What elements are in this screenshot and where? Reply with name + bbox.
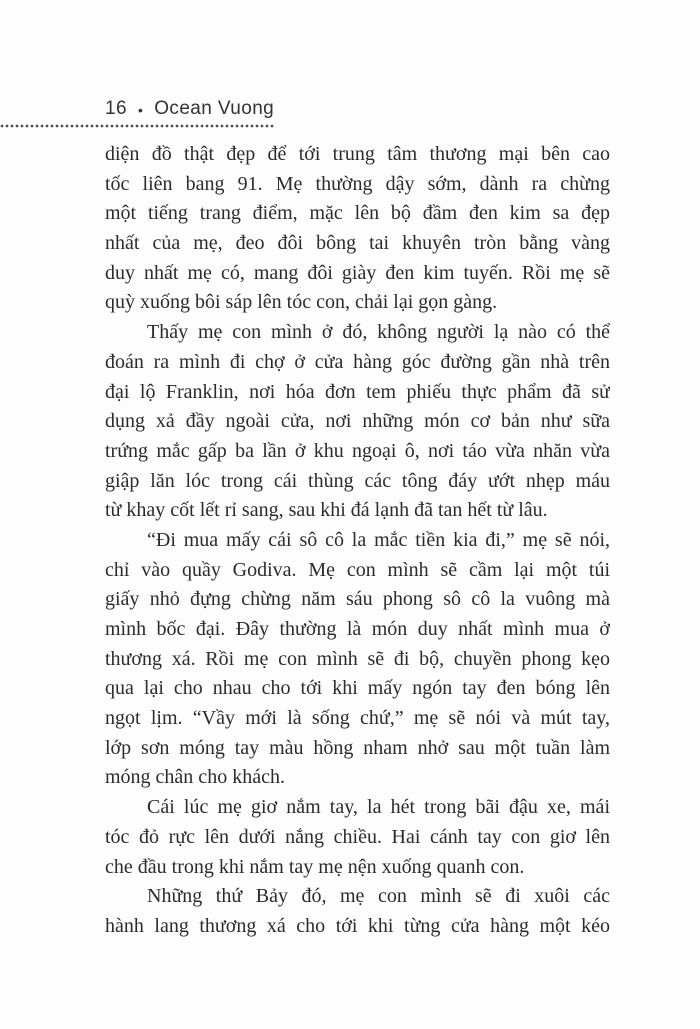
text-line: “Đi mua mấy cái sô cô la mắc tiền kia đi,” mẹ sẽ nói, [147, 528, 610, 551]
text-line: đoán ra mình đi chợ ở cửa hàng góc đường gần nhà trên [105, 350, 610, 373]
running-header-title: Ocean Vuong [154, 98, 275, 119]
paragraph [105, 140, 610, 318]
text-line: giấy nhỏ đựng chừng năm sáu phong sô cô la vuông mà [105, 588, 610, 611]
paragraph [105, 318, 610, 526]
text-line: diện đồ thật đẹp để tới trung tâm thương mại bên cao [105, 143, 610, 165]
paragraph [105, 526, 610, 793]
text-line: nhất của mẹ, đeo đôi bông tai khuyên tròn bằng vàng [105, 232, 610, 255]
text-line: giập lăn lóc trong cái thùng các tông đáy ướt nhẹp máu [105, 469, 610, 492]
text-line: Những thứ Bảy đó, mẹ con mình sẽ đi xuôi các [147, 885, 610, 908]
text-line: dụng xả đầy ngoài cửa, nơi những món cơ bản như sữa [105, 410, 610, 433]
page-number: 16 [105, 98, 127, 119]
text-line: lớp sơn móng tay màu hồng nham nhở sau một tuần làm [105, 736, 610, 759]
paragraph [105, 882, 610, 941]
text-line: thương xá. Rồi mẹ con mình sẽ đi bộ, chuyền phong kẹo [105, 647, 610, 670]
text-line: qua lại cho nhau cho tới khi mấy ngón tay đen bóng lên [105, 677, 610, 700]
text-line: từ khay cốt lết rỉ sang, sau khi đá lạnh đã tan hết từ lâu. [105, 499, 548, 522]
header-dotted-rule [0, 124, 275, 128]
text-line: móng chân cho khách. [105, 766, 285, 789]
text-line: tốc liên bang 91. Mẹ thường dậy sớm, dành ra chừng [105, 172, 610, 195]
running-header [105, 97, 274, 121]
text-line: trứng mắc gấp ba lần ở khu ngoại ô, nơi táo vừa nhăn vừa [105, 439, 610, 462]
text-line: Cái lúc mẹ giơ nắm tay, la hét trong bãi đậu xe, mái [147, 796, 610, 819]
text-line: tóc đỏ rực lên dưới nắng chiều. Hai cánh tay con giơ lên [105, 825, 610, 848]
text-line: ngọt lịm. “Vầy mới là sống chứ,” mẹ sẽ nói và mút tay, [105, 707, 610, 730]
text-line: chỉ vào quầy Godiva. Mẹ con mình sẽ cầm lại một túi [105, 558, 610, 581]
text-line: duy nhất mẹ có, mang đôi giày đen kim tuyến. Rồi mẹ sẽ [105, 261, 610, 284]
text-line: một tiếng trang điểm, mặc lên bộ đầm đen kim sa đẹp [105, 202, 610, 225]
text-line: che đầu trong khi nắm tay mẹ nện xuống quanh con. [105, 855, 525, 878]
text-line: hành lang thương xá cho tới khi từng cửa hàng một kéo [105, 914, 610, 937]
text-line: quỳ xuống bôi sáp lên tóc con, chải lại gọn gàng. [105, 291, 498, 314]
page-body [105, 140, 610, 942]
paragraph [105, 793, 610, 882]
text-line: Thấy mẹ con mình ở đó, không người lạ nào có thể [147, 321, 610, 344]
text-line: mình bốc đại. Đây thường là món duy nhất mình mua ở [105, 618, 610, 640]
bullet-separator-icon: • [137, 102, 144, 118]
text-line: đại lộ Franklin, nơi hóa đơn tem phiếu thực phẩm đã sử [105, 380, 610, 403]
